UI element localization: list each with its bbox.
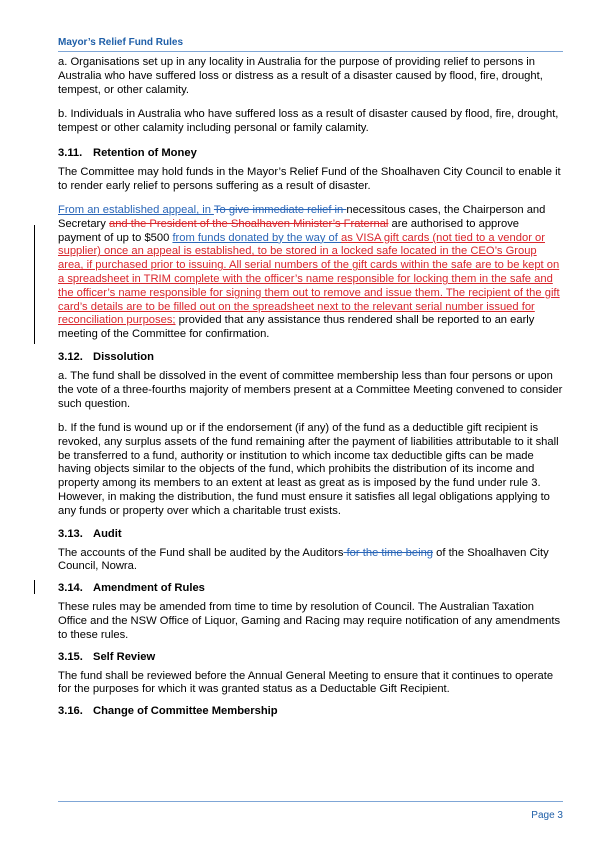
footer-divider: [58, 801, 563, 802]
inserted-text: from funds donated by the way of: [172, 231, 341, 244]
deleted-text: and the President of the Shoalhaven Minister’s Fraternal: [108, 217, 389, 230]
deleted-text: To give immediate relief in: [213, 204, 347, 217]
section-heading-3-15: 3.15. Self Review: [58, 650, 156, 663]
dissolution-paragraph-a: a. The fund shall be dissolved in the event of committee membership less than four persons or upon the vote of a three-fourths majority of members present at a Committee Meeting convened to consider such question.: [58, 370, 563, 410]
section-heading-3-16: 3.16. Change of Committee Membership: [58, 705, 278, 718]
paragraph-b-individuals: b. Individuals in Australia who have suffered loss as a result of disaster caused by flood, fire, drought, tempest or other calamity including personal or family calamity.: [58, 107, 559, 134]
change-bar: [34, 580, 35, 594]
section-heading-3-12: 3.12. Dissolution: [58, 351, 154, 364]
paragraph-a-organisations: a. Organisations set up in any locality in Australia for the purpose of providing relief to persons in Australia who have suffered loss or distress as a result of a disaster caused by flood, fire, drought, tempest, or other calamity.: [58, 56, 543, 96]
page-number: Page 3: [531, 810, 563, 821]
amendment-paragraph: These rules may be amended from time to time by resolution of Council. The Australian Taxation Office and the NSW Office of Liquor, Gaming and Racing may require notification of any amendments to these rules.: [58, 601, 561, 641]
document-header-title: Mayor’s Relief Fund Rules: [58, 37, 184, 48]
retention-paragraph-2: From an established appeal, in To give immediate relief in necessitous cases, the Chairperson and Secretary and the President of the Shoalhaven Minister’s Fraternal are authorised to approve payment of up to $500 from funds donated by the way of as VISA gift cards (not tied to a vendor or supplier) once an appeal is established, to be stored in a locked safe located in the CEO’s Group area, if purchased prior to issuing. All serial numbers of the gift cards within the safe are to be kept on a spreadsheet in TRIM complete with the officer’s name responsible for locking them in the safe and the officer’s name responsible for signing them out to remove and issue them. The recipient of the gift card’s details are to be filled out on the spreadsheet next to the relevant serial number issued for reconciliation purposes; provided that any assistance thus rendered shall be reported to an early meeting of the Committee for confirmation.: [58, 204, 560, 341]
deleted-text: for the time being: [343, 546, 434, 559]
header-divider: [58, 51, 563, 52]
inserted-text: From an established appeal, in: [58, 204, 214, 217]
self-review-paragraph: The fund shall be reviewed before the Annual General Meeting to ensure that it continues to operate for the purposes for which it was granted status as a Deductable Gift Recipient.: [58, 669, 554, 696]
audit-paragraph: The accounts of the Fund shall be audited by the Auditors for the time being of the Shoalhaven City Council, Nowra.: [58, 546, 549, 573]
section-heading-3-13: 3.13. Audit: [58, 527, 122, 540]
retention-paragraph-1: The Committee may hold funds in the Mayor’s Relief Fund of the Shoalhaven City Council to enable it to render early relief to persons suffering as a result of disaster.: [58, 165, 561, 192]
section-heading-3-11: 3.11. Retention of Money: [58, 146, 197, 159]
inserted-text: as VISA gift cards (not tied to a vendor or supplier) once an appeal is established, to be stored in a locked safe located in the CEO’s Group area, if purchased prior to issuing. All serial numbers of the gift cards within the safe are to be kept on a spreadsheet in TRIM complete with the officer’s name responsible for locking them in the safe and the officer’s name responsible for signing them out to remove and issue them. The recipient of the gift card’s details are to be filled out on the spreadsheet next to the relevant serial number issued for reconciliation purposes;: [58, 231, 560, 327]
change-bar: [34, 225, 35, 344]
dissolution-paragraph-b: b. If the fund is wound up or if the endorsement (if any) of the fund as a deductible gift recipient is revoked, any surplus assets of the fund remaining after the payment of liabilities attributable to it shall be transferred to a fund, authority or institution to which income tax deductible gifts can be made having objects similar to the objects of the fund, which prohibits the distribution of its income and property among its members to an extent at least as great as is imposed by the fund under rule 3. However, in making the distribution, the fund must ensure it satisfies all legal obligations applying to any funds or property over which a charitable trust exists.: [58, 421, 559, 517]
section-heading-3-14: 3.14. Amendment of Rules: [58, 582, 205, 595]
document-body: [58, 56, 563, 724]
